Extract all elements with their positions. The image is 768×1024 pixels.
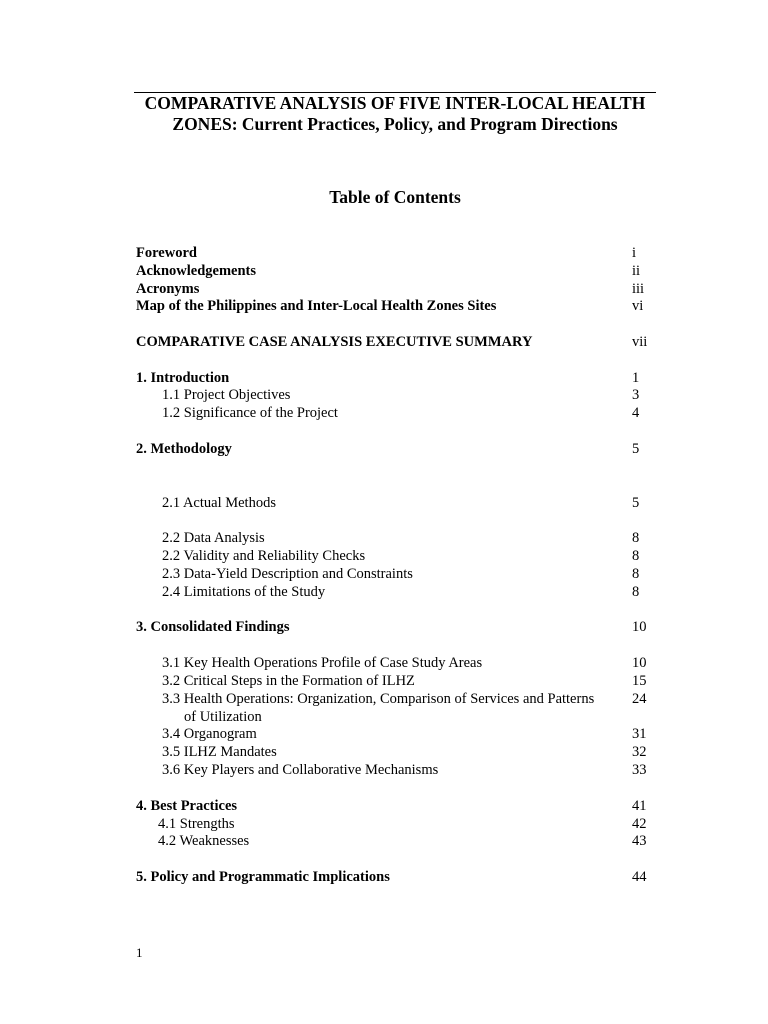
- toc-entry-health-operations: [136, 691, 656, 727]
- toc-entry-label: 3. Consolidated Findings: [136, 619, 290, 635]
- toc-entry-page: 8: [632, 530, 640, 546]
- toc-entry-label: COMPARATIVE CASE ANALYSIS EXECUTIVE SUMMARY: [136, 334, 533, 350]
- document-title: [120, 93, 670, 135]
- toc-entry-label: Acronyms: [136, 281, 200, 297]
- toc-entry-page: iii: [632, 281, 645, 297]
- toc-entry-label: 2.4 Limitations of the Study: [162, 584, 326, 600]
- toc-entry-page: 4: [632, 405, 640, 421]
- toc-entry-page: vi: [632, 298, 644, 314]
- toc-entry-label-line1: 3.3 Health Operations: Organization, Comparison of Services and Patterns: [162, 691, 595, 707]
- toc-entry-label: 4. Best Practices: [136, 798, 238, 814]
- toc-entry-page: 32: [632, 744, 647, 760]
- footer-page-number: 1: [136, 945, 143, 960]
- toc-entry-page: 3: [632, 387, 640, 403]
- toc-entry-label: 2. Methodology: [136, 441, 232, 457]
- toc-entry-label: 3.1 Key Health Operations Profile of Case Study Areas: [162, 655, 483, 671]
- toc-entry-page: 1: [632, 370, 640, 386]
- document-title-line2: ZONES: Current Practices, Policy, and Program Directions: [172, 114, 618, 134]
- toc-entry-label: 4.2 Weaknesses: [158, 833, 250, 849]
- toc-entry-page: vii: [632, 334, 648, 350]
- toc-entry-label: 3.2 Critical Steps in the Formation of ILHZ: [162, 673, 415, 689]
- toc-entry-page: 44: [632, 869, 647, 885]
- toc-entry-label: 3.5 ILHZ Mandates: [162, 744, 277, 760]
- toc-entry-label: Foreword: [136, 245, 197, 261]
- toc-entry-label: Acknowledgements: [136, 263, 257, 279]
- toc-entry-label: 1.1 Project Objectives: [162, 387, 291, 403]
- toc-entry-label: 2.1 Actual Methods: [162, 495, 276, 511]
- toc-entry-label: 2.2 Data Analysis: [162, 530, 265, 546]
- toc-heading: Table of Contents: [329, 187, 461, 207]
- toc-entry-page: i: [632, 245, 637, 261]
- toc-entry-label: 2.2 Validity and Reliability Checks: [162, 548, 366, 564]
- toc-entry-page: 5: [632, 441, 640, 457]
- toc-entry-page: 10: [632, 655, 647, 671]
- toc-entry-page: 8: [632, 566, 640, 582]
- toc-entry-page: 43: [632, 833, 647, 849]
- toc-entry-page: 42: [632, 816, 647, 832]
- toc-entry-label: 2.3 Data-Yield Description and Constraints: [162, 566, 413, 582]
- toc-entry-label: Map of the Philippines and Inter-Local Health Zones Sites: [136, 298, 497, 314]
- toc-entry-page: 8: [632, 548, 640, 564]
- toc-entry-page: 10: [632, 619, 647, 635]
- toc-entry-page: 41: [632, 798, 647, 814]
- toc-entry-label: 1. Introduction: [136, 370, 230, 386]
- toc-entry-label-line2: of Utilization: [184, 708, 262, 725]
- toc-entry-page: 15: [632, 673, 647, 689]
- toc-entry-label: 5. Policy and Programmatic Implications: [136, 869, 390, 885]
- toc-entry-page: 5: [632, 495, 640, 511]
- toc-entry-page: 33: [632, 762, 647, 778]
- toc-entry-page: 31: [632, 726, 647, 742]
- toc-entry-label: 3.4 Organogram: [162, 726, 257, 742]
- toc-entry-page: 8: [632, 584, 640, 600]
- toc-entry-label: 3.6 Key Players and Collaborative Mechanisms: [162, 762, 439, 778]
- toc-entry-page: 24: [632, 691, 647, 707]
- toc-entry-label: 1.2 Significance of the Project: [162, 405, 338, 421]
- document-title-line1: COMPARATIVE ANALYSIS OF FIVE INTER-LOCAL HEALTH: [144, 93, 646, 113]
- toc-entry-page: ii: [632, 263, 641, 279]
- toc-entry-label: [162, 691, 620, 727]
- toc-entry-label: 4.1 Strengths: [158, 816, 235, 832]
